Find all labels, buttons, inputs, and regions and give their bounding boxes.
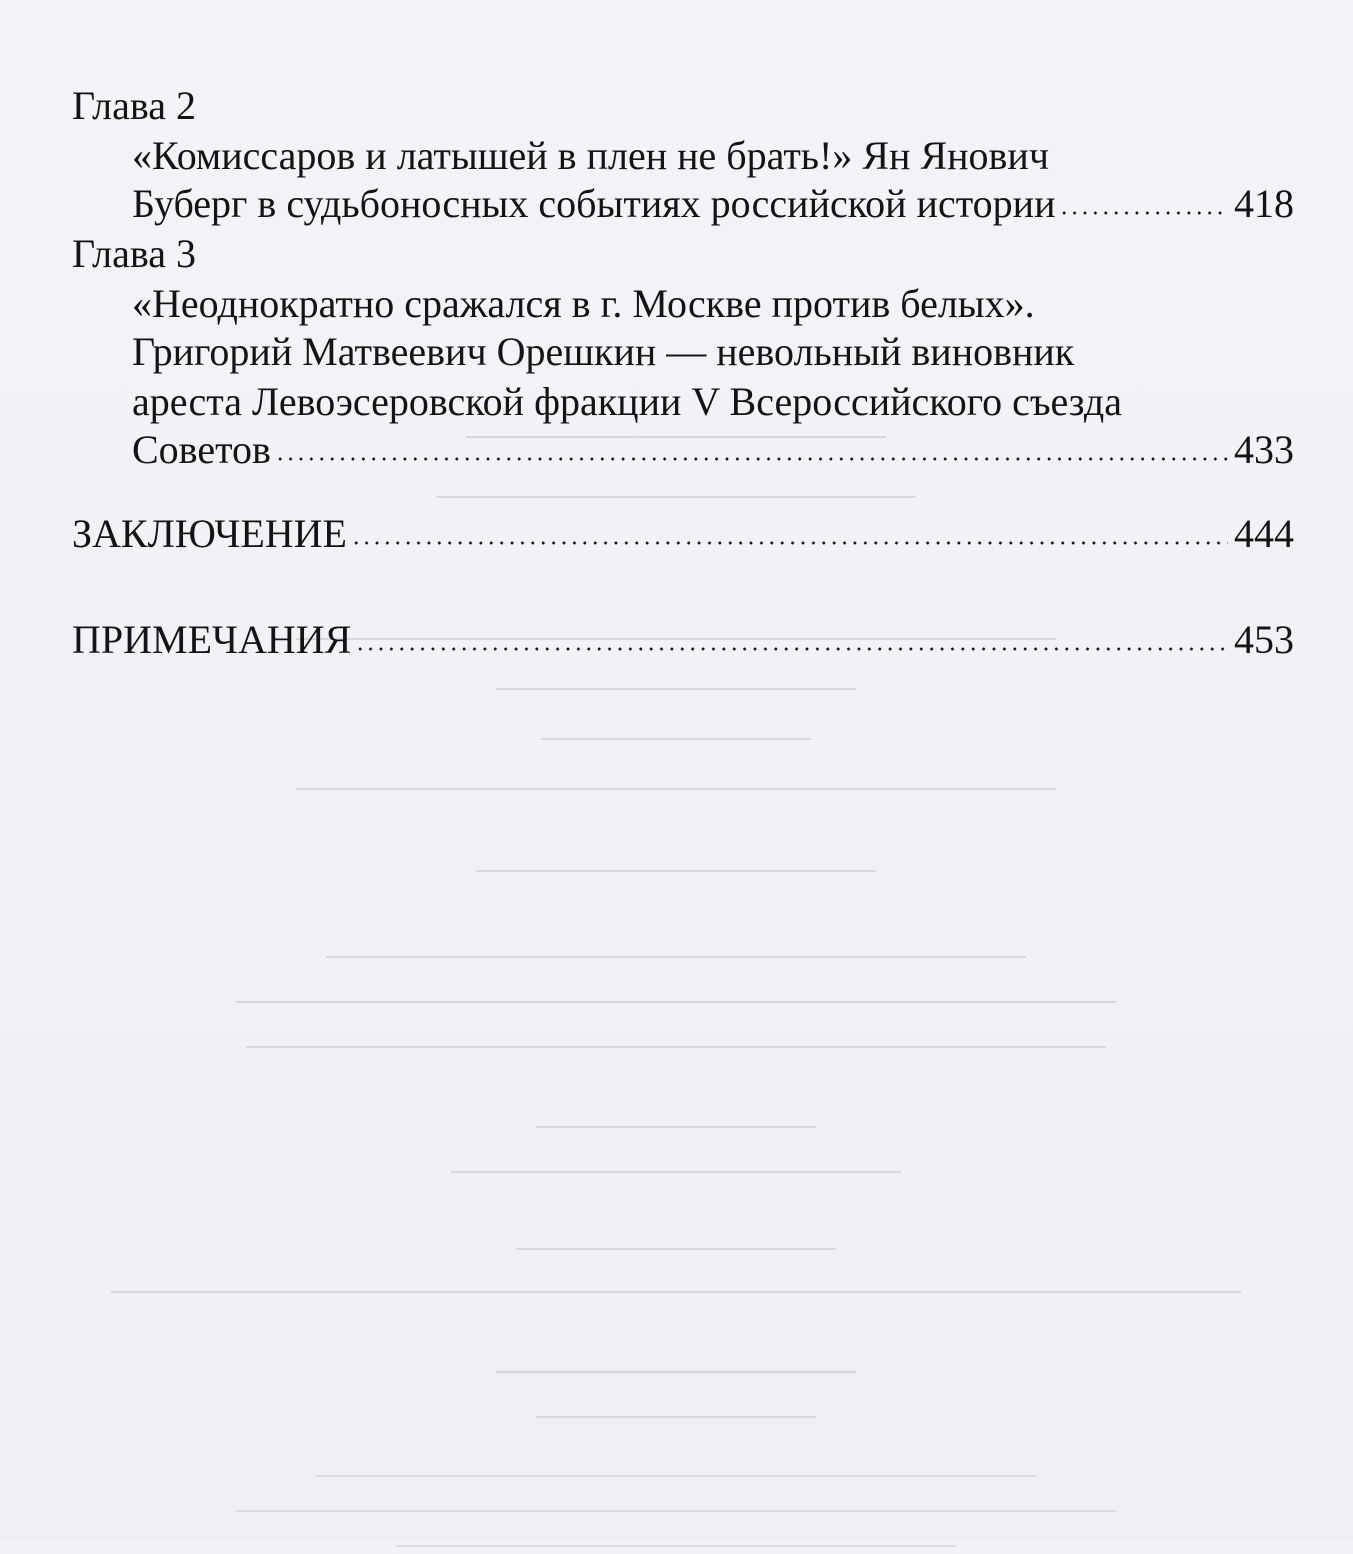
notes-entry[interactable] — [72, 617, 1294, 662]
show-through-texture — [0, 1485, 1353, 1519]
conclusion-entry[interactable] — [72, 511, 1294, 556]
chapter-3-title-line-2: Григорий Матвеевич Орешкин — невольный виновник — [132, 329, 1075, 374]
chapter-3-title-line-4: Советов — [132, 427, 271, 472]
show-through-texture — [0, 1222, 1353, 1257]
show-through-texture — [0, 1020, 1353, 1055]
chapter-3-page-number: 433 — [1234, 427, 1294, 472]
chapter-2-page-number: 418 — [1234, 181, 1294, 226]
show-through-texture — [0, 1450, 1353, 1484]
chapter-3-label: Глава 3 — [72, 231, 196, 276]
chapter-2-label: Глава 2 — [72, 83, 196, 128]
dot-leader — [275, 457, 1228, 461]
chapter-2-title-line-2: Буберг в судьбоносных событиях российской истории — [132, 181, 1056, 226]
show-through-texture — [0, 1265, 1353, 1300]
conclusion-label: ЗАКЛЮЧЕНИЕ — [72, 511, 347, 556]
dot-leader — [355, 647, 1228, 651]
show-through-texture — [0, 1390, 1353, 1425]
notes-page-number: 453 — [1234, 617, 1294, 662]
notes-label: ПРИМЕЧАНИЯ — [72, 617, 352, 662]
show-through-texture — [0, 1145, 1353, 1180]
show-through-texture — [0, 762, 1353, 797]
dot-leader — [1059, 211, 1228, 215]
chapter-3-entry[interactable] — [132, 427, 1294, 472]
show-through-texture — [0, 470, 1353, 505]
show-through-texture — [0, 844, 1353, 879]
show-through-texture — [0, 930, 1353, 965]
show-through-texture — [0, 1520, 1353, 1554]
show-through-texture — [0, 1100, 1353, 1135]
conclusion-page-number: 444 — [1234, 511, 1294, 556]
show-through-texture — [0, 662, 1353, 697]
show-through-texture — [0, 712, 1353, 747]
chapter-3-title-line-1: «Неоднократно сражался в г. Москве против белых». — [132, 281, 1035, 326]
show-through-texture — [0, 1345, 1353, 1380]
chapter-2-entry[interactable] — [132, 181, 1294, 226]
chapter-3-title-line-3: ареста Левоэсеровской фракции V Всероссийского съезда — [132, 379, 1122, 424]
dot-leader — [351, 541, 1228, 545]
show-through-texture — [0, 975, 1353, 1010]
chapter-2-title-line-1: «Комиссаров и латышей в плен не брать!» Ян Янович — [132, 133, 1049, 178]
